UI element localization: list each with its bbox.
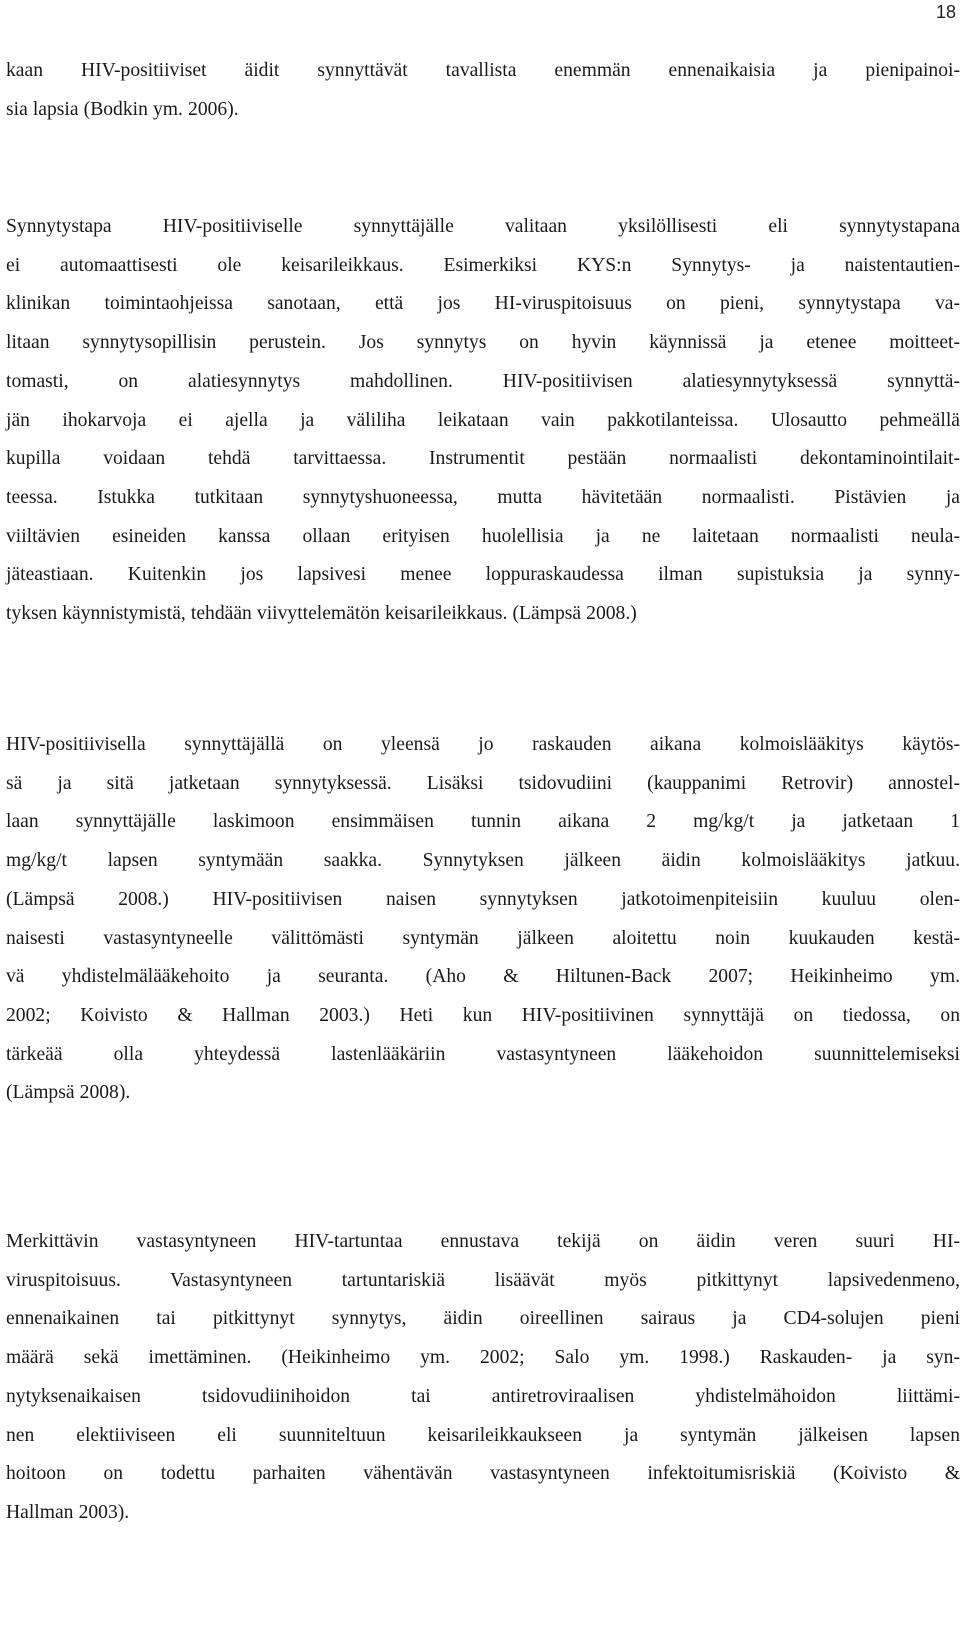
text-line: teessa. Istukka tutkitaan synnytyshuoneessa, mutta hävitetään normaalisti. Pistävien ja <box>6 486 960 508</box>
text-line: viiltävien esineiden kanssa ollaan erityisen huolellisia ja ne laitetaan normaalisti neula- <box>6 525 960 547</box>
text-line: määrä sekä imettäminen. (Heikinheimo ym. 2002; Salo ym. 1998.) Raskauden- ja syn- <box>6 1347 960 1369</box>
text-line: jäteastiaan. Kuitenkin jos lapsivesi menee loppuraskaudessa ilman supistuksia ja synny- <box>6 564 960 586</box>
text-line: Synnytystapa HIV-positiiviselle synnyttäjälle valitaan yksilöllisesti eli synnytystapana <box>6 216 960 237</box>
paragraph <box>6 52 960 129</box>
text-line: 2002; Koivisto & Hallman 2003.) Heti kun HIV-positiivinen synnyttäjä on tiedossa, on <box>6 1004 960 1026</box>
text-line: nen elektiiviseen eli suunniteltuun keisarileikkaukseen ja syntymän jälkeisen lapsen <box>6 1424 960 1446</box>
text-line: (Lämpsä 2008.) HIV-positiivisen naisen synnytyksen jatkotoimenpiteisiin kuuluu olen- <box>6 888 960 910</box>
text-line: jän ihokarvoja ei ajella ja väliliha leikataan vain pakkotilanteissa. Ulosautto pehmeällä <box>6 409 960 431</box>
text-line: tomasti, on alatiesynnytys mahdollinen. HIV-positiivisen alatiesynnytyksessä synnyttä- <box>6 370 960 392</box>
text-line: tyksen käynnistymistä, tehdään viivyttelemätön keisarileikkaus. (Lämpsä 2008.) <box>6 603 637 625</box>
text-line: kaan HIV-positiiviset äidit synnyttävät tavallista enemmän ennenaikaisia ja pienipainoi- <box>6 60 960 81</box>
text-line: ei automaattisesti ole keisarileikkaus. Esimerkiksi KYS:n Synnytys- ja naistentautien- <box>6 254 960 276</box>
text-line: hoitoon on todettu parhaiten vähentävän vastasyntyneen infektoitumisriskiä (Koivisto & <box>6 1463 960 1485</box>
page-number: 18 <box>935 2 956 22</box>
text-line: HIV-positiivisella synnyttäjällä on yleensä jo raskauden aikana kolmoislääkitys käytös- <box>6 734 960 755</box>
text-line: sä ja sitä jatketaan synnytyksessä. Lisäksi tsidovudiini (kauppanimi Retrovir) annostel- <box>6 772 960 794</box>
text-line: tärkeää olla yhteydessä lastenlääkäriin vastasyntyneen lääkehoidon suunnittelemiseksi <box>6 1043 960 1065</box>
paragraph <box>6 208 960 634</box>
paragraph <box>6 1223 960 1533</box>
text-line: mg/kg/t lapsen syntymään saakka. Synnytyksen jälkeen äidin kolmoislääkitys jatkuu. <box>6 850 960 872</box>
text-line: vä yhdistelmälääkehoito ja seuranta. (Aho & Hiltunen-Back 2007; Heikinheimo ym. <box>6 966 960 988</box>
text-line: kupilla voidaan tehdä tarvittaessa. Instrumentit pestään normaalisti dekontaminointilait- <box>6 448 960 470</box>
text-line: (Lämpsä 2008). <box>6 1082 131 1104</box>
text-line: nytyksenaikaisen tsidovudiinihoidon tai antiretroviraalisen yhdistelmähoidon liittämi- <box>6 1385 960 1407</box>
paragraph <box>6 726 960 1113</box>
text-line: litaan synnytysopillisin perustein. Jos synnytys on hyvin käynnissä ja etenee moitteet- <box>6 332 960 354</box>
text-line: Hallman 2003). <box>6 1501 130 1523</box>
text-line: sia lapsia (Bodkin ym. 2006). <box>6 98 239 120</box>
text-line: viruspitoisuus. Vastasyntyneen tartuntariskiä lisäävät myös pitkittynyt lapsivedenmeno, <box>6 1269 960 1291</box>
text-line: naisesti vastasyntyneelle välittömästi syntymän jälkeen aloitettu noin kuukauden kestä- <box>6 927 960 949</box>
text-line: Merkittävin vastasyntyneen HIV-tartuntaa ennustava tekijä on äidin veren suuri HI- <box>6 1231 960 1252</box>
text-line: ennenaikainen tai pitkittynyt synnytys, äidin oireellinen sairaus ja CD4-solujen pieni <box>6 1308 960 1330</box>
text-line: klinikan toimintaohjeissa sanotaan, että jos HI-viruspitoisuus on pieni, synnytystapa va- <box>6 293 960 315</box>
text-line: laan synnyttäjälle laskimoon ensimmäisen tunnin aikana 2 mg/kg/t ja jatketaan 1 <box>6 811 960 833</box>
